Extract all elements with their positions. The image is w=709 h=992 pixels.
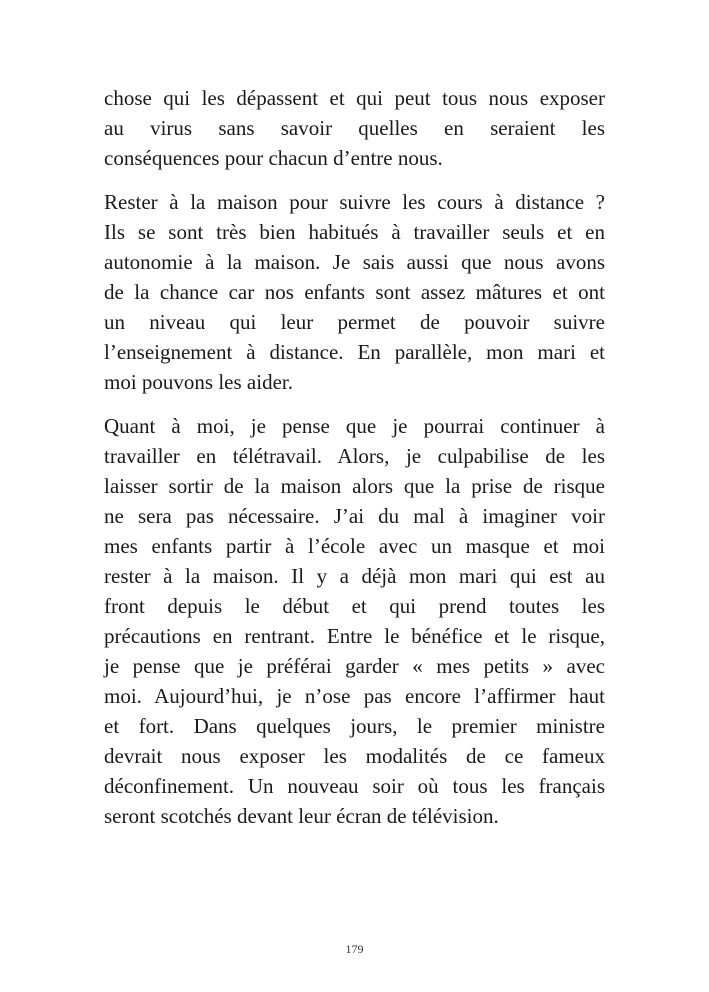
text-line: travailler en télétravail. Alors, je culpabilise de les: [104, 444, 605, 468]
text-line: un niveau qui leur permet de pouvoir suivre: [104, 310, 605, 334]
page-number: 179: [345, 942, 364, 956]
paragraph-2: [104, 187, 605, 397]
text-line: devrait nous exposer les modalités de ce fameux: [104, 744, 605, 768]
text-line: laisser sortir de la maison alors que la prise de risque: [104, 474, 605, 498]
text-line: déconfinement. Un nouveau soir où tous les français: [104, 774, 605, 798]
text-line: chose qui les dépassent et qui peut tous nous exposer: [104, 86, 605, 110]
text-line: Quant à moi, je pense que je pourrai continuer à: [104, 414, 605, 438]
text-line: Rester à la maison pour suivre les cours à distance ?: [104, 190, 605, 214]
text-line: conséquences pour chacun d’entre nous.: [104, 146, 443, 170]
text-line: Ils se sont très bien habitués à travailler seuls et en: [104, 220, 605, 244]
page-body: [104, 83, 605, 845]
text-line: front depuis le début et qui prend toutes les: [104, 594, 605, 618]
text-line: ne sera pas nécessaire. J’ai du mal à imaginer voir: [104, 504, 605, 528]
text-line: moi. Aujourd’hui, je n’ose pas encore l’affirmer haut: [104, 684, 605, 708]
text-line: autonomie à la maison. Je sais aussi que nous avons: [104, 250, 605, 274]
text-line: mes enfants partir à l’école avec un masque et moi: [104, 534, 605, 558]
text-line: seront scotchés devant leur écran de télévision.: [104, 804, 499, 828]
text-line: de la chance car nos enfants sont assez mâtures et ont: [104, 280, 605, 304]
paragraph-3: [104, 411, 605, 831]
text-line: précautions en rentrant. Entre le bénéfice et le risque,: [104, 624, 605, 648]
text-line: moi pouvons les aider.: [104, 370, 293, 394]
paragraph-1: [104, 83, 605, 173]
text-line: au virus sans savoir quelles en seraient les: [104, 116, 605, 140]
text-line: et fort. Dans quelques jours, le premier ministre: [104, 714, 605, 738]
text-line: l’enseignement à distance. En parallèle, mon mari et: [104, 340, 605, 364]
text-line: je pense que je préférai garder « mes petits » avec: [104, 654, 605, 678]
text-line: rester à la maison. Il y a déjà mon mari qui est au: [104, 564, 605, 588]
